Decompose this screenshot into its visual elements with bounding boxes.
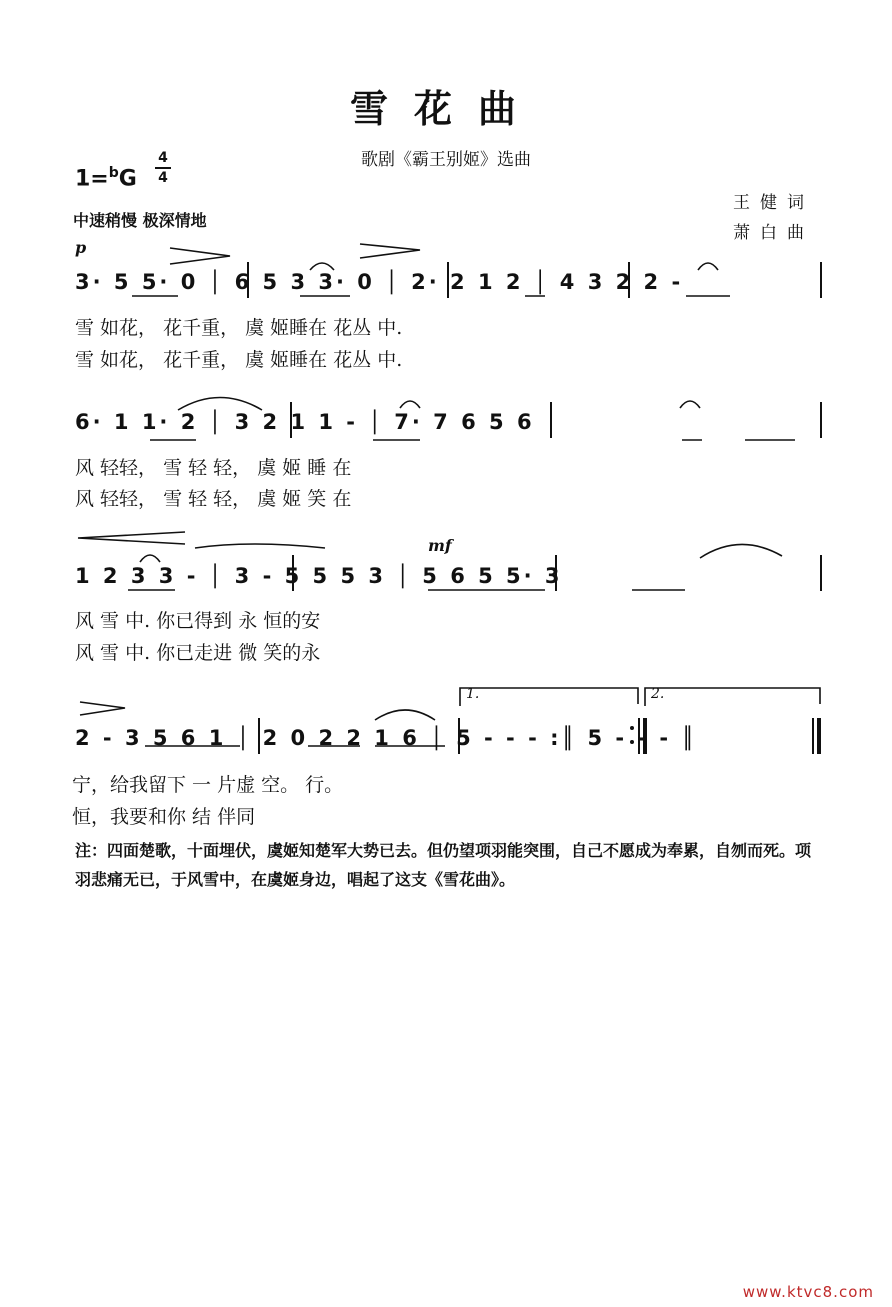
lyrics-row-1-verse-2: 雪 如花， 花千重， 虞 姬睡在 花丛 中. — [75, 349, 403, 371]
time-top: 4 — [158, 150, 168, 166]
notes-row-1: 3· 5 5· 0 │ 6 5 3 3· 0 │ 2· 2 1 2 │ 4 3 2 2 - — [75, 270, 684, 294]
lyrics-row-3-verse-1: 风 雪 中. 你已得到 永 恒的安 — [75, 610, 321, 632]
lyrics-row-2-verse-2: 风 轻轻， 雪 轻 轻， 虞 姬 笑 在 — [75, 488, 352, 510]
key-prefix: 1= — [75, 166, 109, 192]
page-title: 雪花曲 — [349, 86, 542, 131]
notes-row-3: 1 2 3 3 - │ 3 - 5 5 5 3 │ 5 6 5 5· 3 — [75, 564, 563, 588]
notes-row-2: 6· 1 1· 2 │ 3 2 1 1 - │ 7· 7 6 5 6 — [75, 410, 535, 434]
key-note: G — [118, 166, 137, 192]
tempo-marking: 中速稍慢 极深情地 — [73, 211, 207, 230]
composer: 萧白曲 — [733, 223, 814, 243]
lyricist: 王健词 — [733, 193, 814, 213]
notes-row-4: 2 - 3 5 6 1 │ 2 0 2 2 1 6 │ 5 - - - :║ 5 - - - ║ — [75, 726, 698, 750]
volta-1: 1. — [466, 686, 480, 702]
lyrics-row-2-verse-1: 风 轻轻， 雪 轻 轻， 虞 姬 睡 在 — [75, 457, 352, 479]
time-bottom: 4 — [158, 170, 168, 186]
dynamic-mf: mf — [428, 536, 452, 555]
lyrics-row-4-verse-2: 恒，我要和你 结 伴同 — [72, 806, 256, 828]
dynamic-p: p — [75, 238, 87, 257]
subtitle: 歌剧《霸王别姬》选曲 — [361, 150, 531, 170]
footnote: 注：四面楚歌，十面埋伏，虞姬知楚军大势已去。但仍望项羽能突围，自己不愿成为奉累，自刎而死。项羽悲痛无已，于风雪中，在虞姬身边，唱起了这支《雪花曲》。 — [75, 841, 812, 889]
lyrics-row-1-verse-1: 雪 如花， 花千重， 虞 姬睡在 花丛 中. — [75, 317, 403, 339]
lyrics-row-4-verse-1: 宁，给我留下 一 片虚 空。 行。 — [72, 774, 344, 796]
watermark-url: www.ktvc8.com — [742, 1283, 874, 1301]
key-flat: b — [108, 165, 119, 181]
lyrics-row-3-verse-2: 风 雪 中. 你已走进 微 笑的永 — [75, 642, 321, 664]
volta-2: 2. — [651, 686, 665, 702]
